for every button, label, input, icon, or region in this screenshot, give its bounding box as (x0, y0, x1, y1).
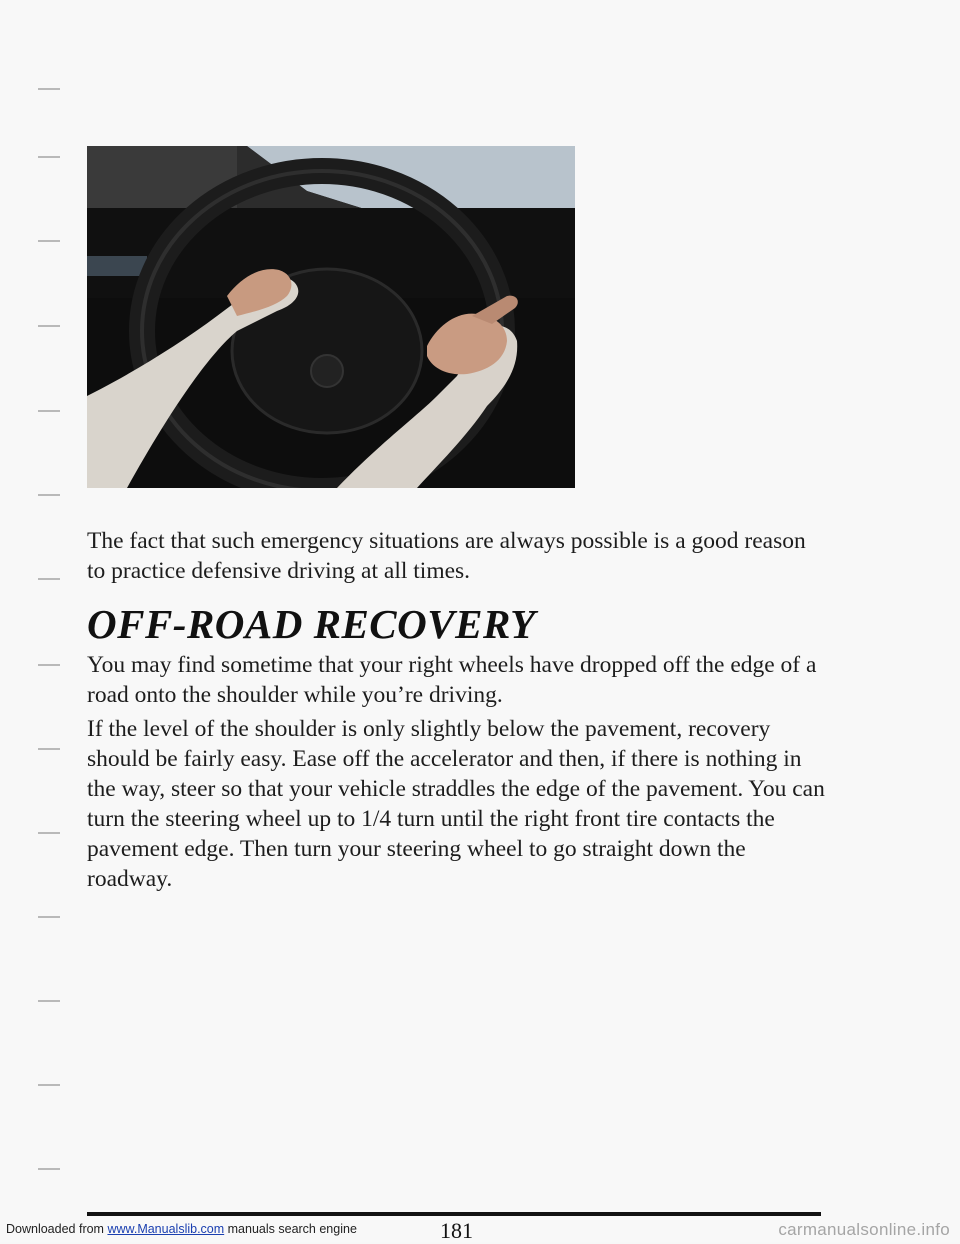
page-number: 181 (440, 1218, 473, 1243)
margin-tick (38, 916, 60, 918)
footer-rule (87, 1212, 821, 1216)
margin-tick (38, 1084, 60, 1086)
margin-tick (38, 240, 60, 242)
margin-tick (38, 1000, 60, 1002)
body-paragraph: You may find sometime that your right wheels have dropped off the edge of a road onto the shoulder while you’re driving. (87, 652, 817, 708)
margin-tick (38, 748, 60, 750)
section-heading: OFF-ROAD RECOVERY (87, 601, 536, 647)
download-credit-prefix: Downloaded from (6, 1222, 108, 1236)
margin-tick (38, 494, 60, 496)
hands-on-steering-wheel-photo (87, 146, 575, 488)
margin-tick (38, 156, 60, 158)
margin-tick (38, 664, 60, 666)
margin-tick (38, 832, 60, 834)
margin-tick (38, 1168, 60, 1170)
download-credit (6, 1222, 357, 1236)
body-paragraph: If the level of the shoulder is only slightly below the pavement, recovery should be fairly easy. Ease off the accelerator and then, if there is nothing in the way, steer so that your vehicle straddles the edge of the pavement. You can turn the steering wheel up to 1/4 turn until the right front tire contacts the pavement edge. Then turn your steering wheel to go straight down the roadway. (87, 716, 825, 892)
margin-tick (38, 578, 60, 580)
intro-paragraph: The fact that such emergency situations are always possible is a good reason to practice defensive driving at all times. (87, 528, 806, 584)
watermark: carmanualsonline.info (778, 1220, 950, 1239)
manualslib-link[interactable]: www.Manualslib.com (107, 1222, 225, 1236)
margin-tick (38, 325, 60, 327)
margin-tick (38, 410, 60, 412)
download-credit-suffix: manuals search engine (224, 1222, 357, 1236)
steering-wheel-photo (87, 146, 575, 488)
margin-tick (38, 88, 60, 90)
